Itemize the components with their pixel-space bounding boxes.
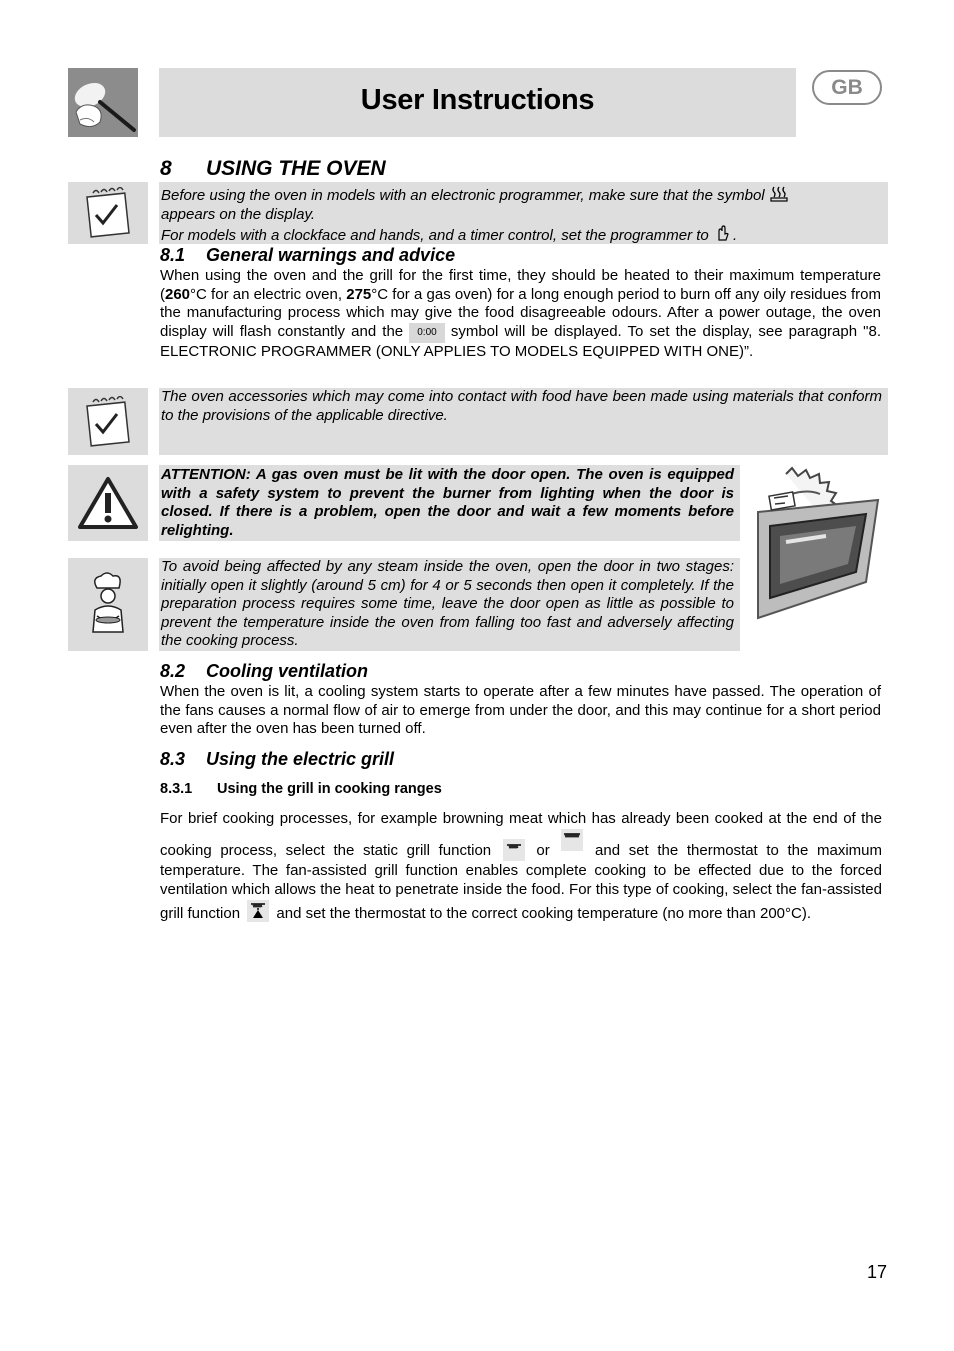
section-8-2-heading: 8.2 Cooling ventilation	[160, 661, 368, 681]
attention-text: ATTENTION: A gas oven must be lit with the door open. The oven is equipped with a safety system to prevent the burner from lighting when the door is closed. If there is a problem, open the door and wait a few moments before relighting.	[161, 466, 734, 539]
section-8-heading	[160, 157, 386, 181]
warning-triangle-icon	[68, 465, 148, 541]
language-badge: GB	[812, 70, 882, 105]
page-title: User Instructions	[360, 84, 595, 116]
notepad-icon	[68, 182, 148, 244]
page-number: 17	[866, 1262, 887, 1282]
general-warnings-text: When using the oven and the grill for the first time, they should be heated to their maximum temperature (260°C for an electric oven, 275°C for a gas oven) for a long enough period to burn off any oily residues from the manufacturing process which may give the food disagreeable odours. After a power outage, the oven display will flash constantly and the 0:00 symbol will be displayed. To set the display, see paragraph "8. ELECTRONIC PROGRAMMER (ONLY APPLIES TO MODELS EQUIPPED WITH ONE)”.	[160, 267, 881, 361]
chef-icon	[68, 558, 148, 651]
static-grill-icon	[503, 839, 525, 861]
section-8-3-1-heading: 8.3.1 Using the grill in cooking ranges	[160, 781, 442, 797]
note-programmer-line2: For models with a clockface and hands, and a timer control, set the programmer to .	[161, 227, 738, 244]
full-grill-icon	[561, 829, 583, 851]
oven-door-image	[756, 464, 880, 620]
steam-note-text: To avoid being affected by any steam inside the oven, open the door in two stages: initially open it slightly (around 5 cm) for 4 or 5 seconds then open it completely. If the preparation process requires some time, leave the door open as little as possible to prevent the temperature inside the oven from falling too fast and adversely affecting the cooking process.	[161, 558, 734, 650]
cooling-ventilation-text: When the oven is lit, a cooling system starts to operate after a few minutes have passed. The operation of the fans causes a normal flow of air to emerge from under the door, and this may continue for a short period even after the oven has been turned off.	[160, 683, 881, 738]
display-symbol: 0:00	[409, 323, 444, 344]
chef-spoon-logo	[68, 68, 138, 137]
notepad-icon	[68, 388, 148, 455]
hand-symbol-icon	[713, 225, 733, 243]
section-8-3-heading: 8.3 Using the electric grill	[160, 749, 395, 769]
note-programmer-line1: Before using the oven in models with an electronic programmer, make sure that the symbol appears on the display.	[161, 185, 882, 224]
section-title: USING THE OVEN	[206, 157, 386, 180]
note-accessories-text: The oven accessories which may come into contact with food have been made using materials that conform to the provisions of the applicable directive.	[161, 388, 882, 424]
cooking-symbol-icon	[769, 185, 789, 203]
section-8-1-heading: 8.1 General warnings and advice	[160, 245, 456, 265]
fan-grill-icon	[247, 900, 269, 922]
section-number: 8	[160, 157, 172, 180]
grill-text: For brief cooking processes, for example browning meat which has already been cooked at the end of the cooking process, select the static grill function or and set the thermostat to the maximum temperature. The fan-assisted grill function enables complete cooking to be effected due to the forced ventilation which allows the heat to penetrate inside the food. For this type of cooking, select the fan-assisted grill function and set the thermostat to the correct cooking temperature (no more than 200°C).	[160, 810, 882, 922]
